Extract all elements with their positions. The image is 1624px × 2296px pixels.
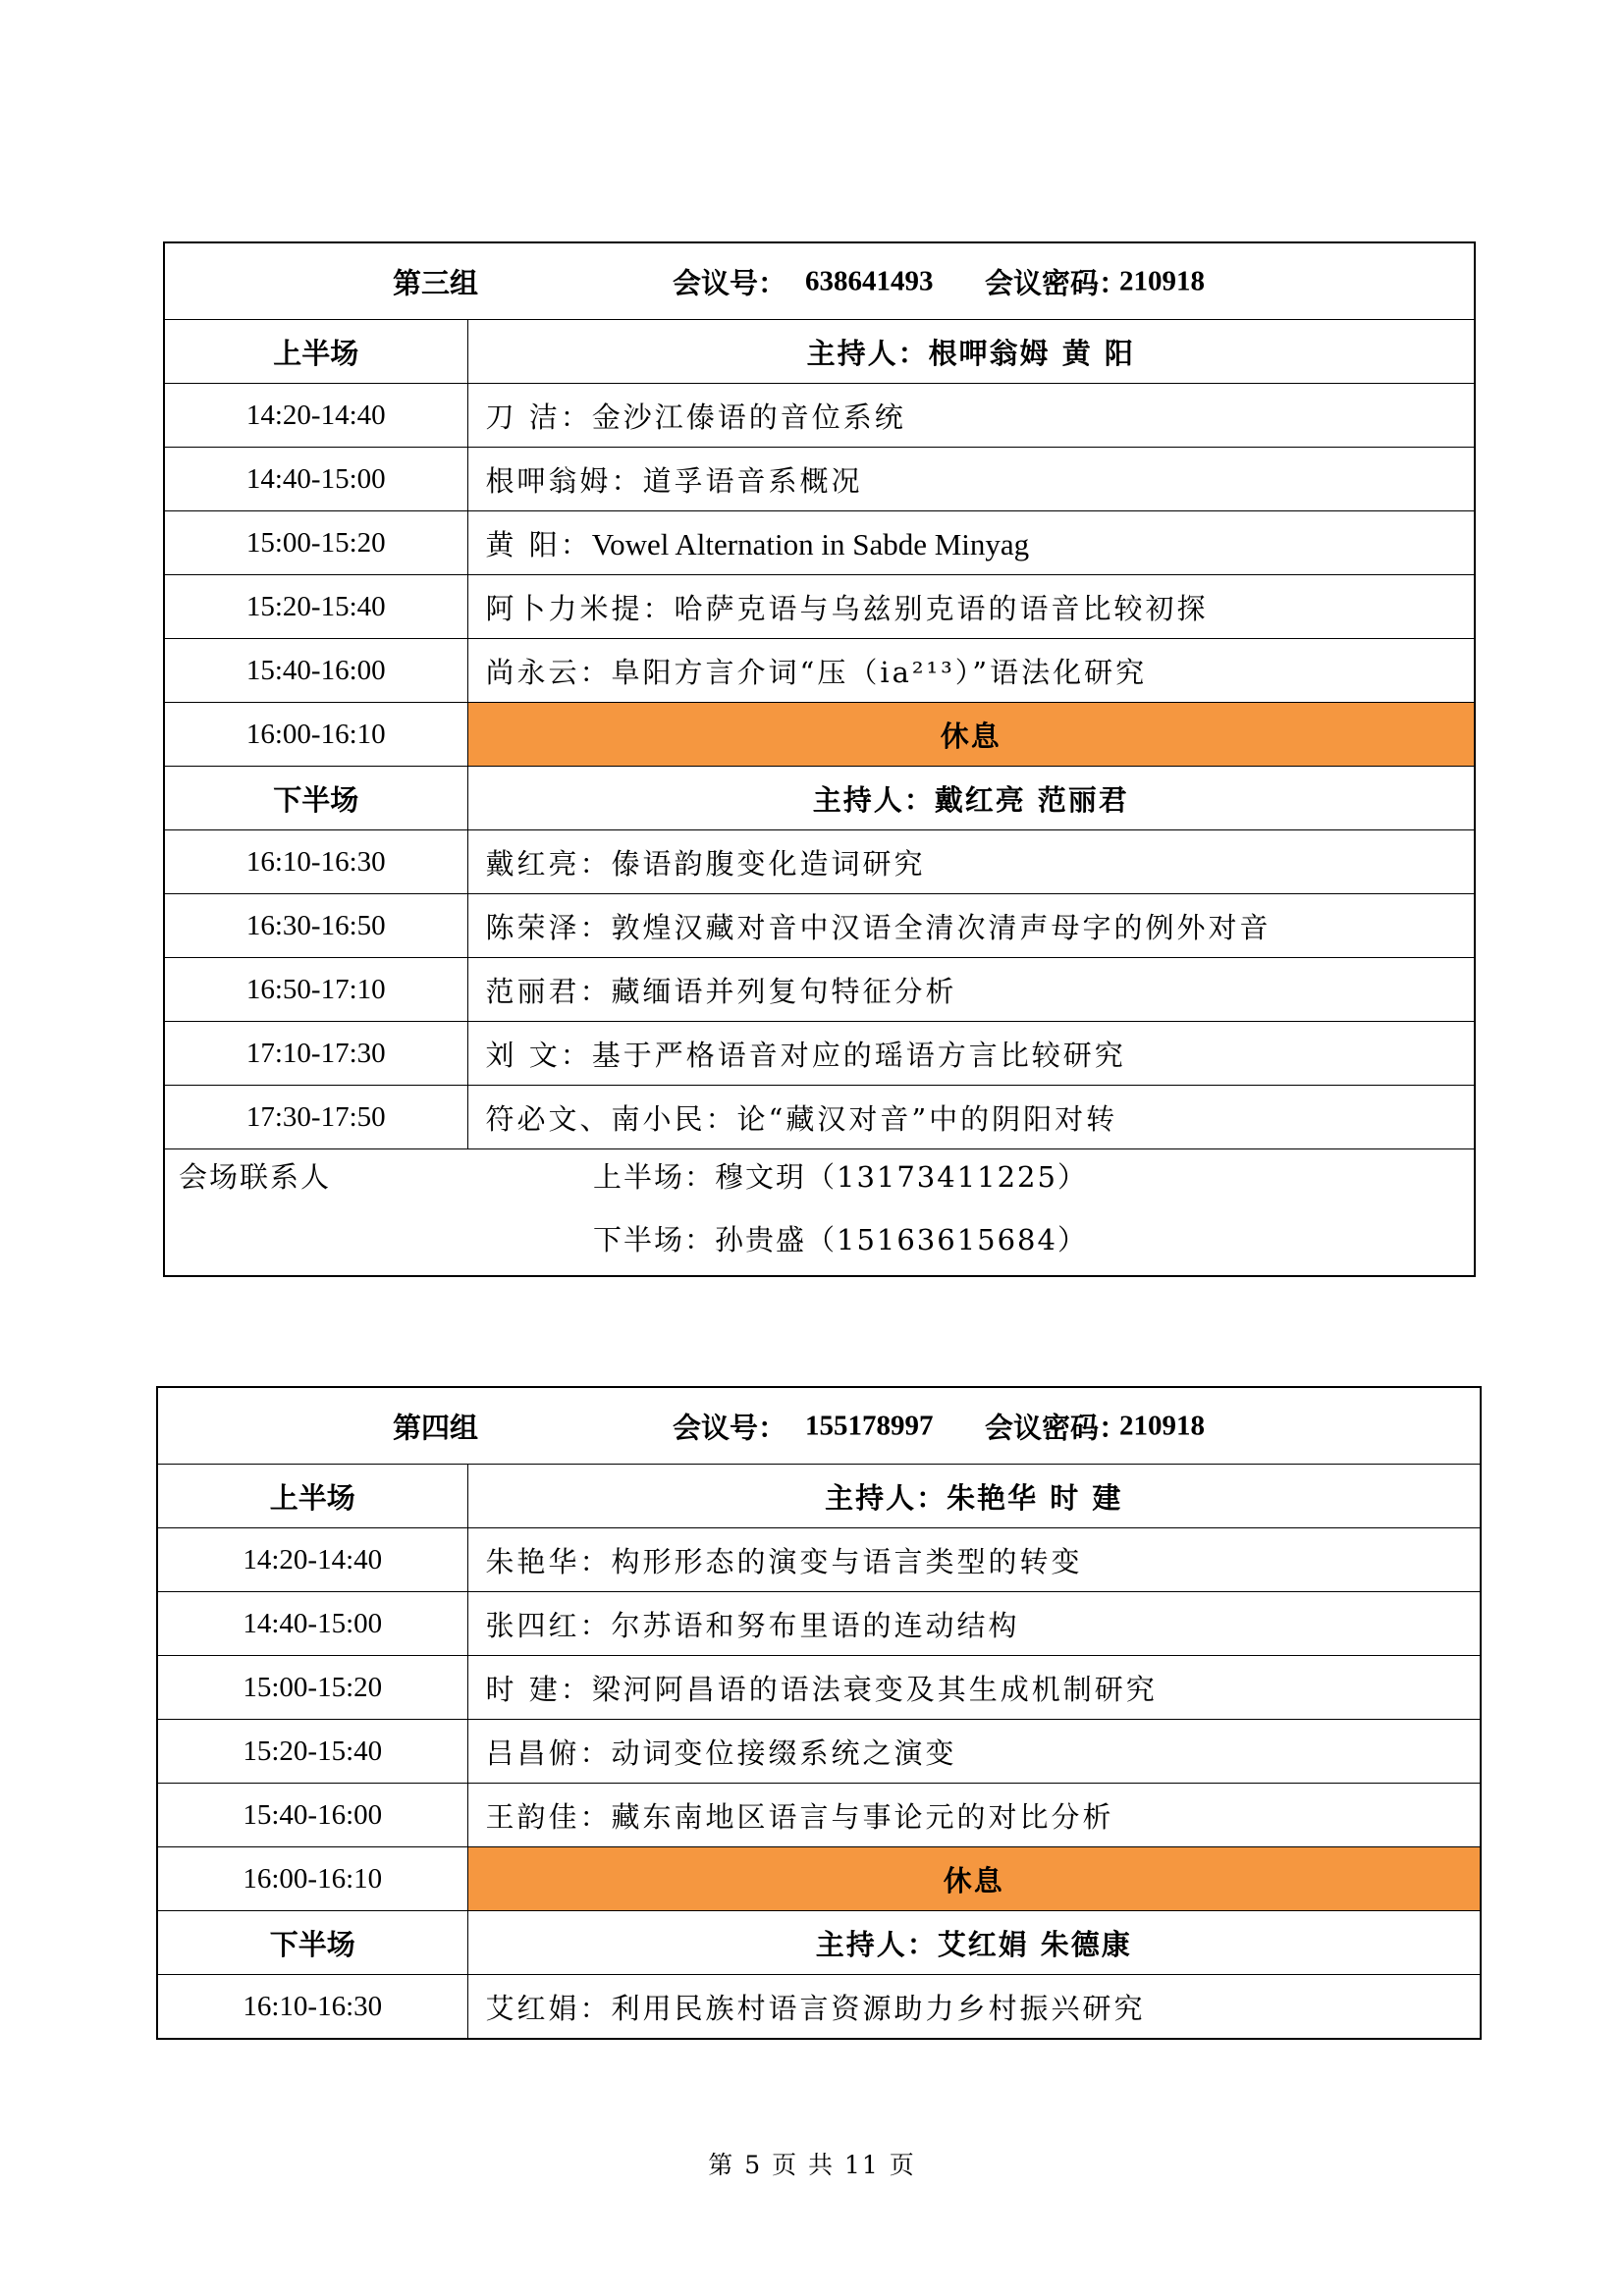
meeting-id[interactable]: 155178997 [805, 1410, 934, 1441]
talk-title: 范丽君：藏缅语并列复句特征分析 [467, 958, 1475, 1022]
meeting-password[interactable]: 210918 [1119, 1410, 1205, 1441]
talk-row [157, 1656, 1481, 1720]
session-host: 主持人：戴红亮 范丽君 [467, 767, 1475, 830]
contact-first-half: 上半场：穆文玥（13173411225） [593, 1160, 1088, 1194]
meeting-id-label: 会议号： [673, 1411, 787, 1444]
talk-title-english: Vowel Alternation in Sabde Minyag [591, 526, 1030, 561]
talk-title: 时 建：梁河阿昌语的语法衰变及其生成机制研究 [467, 1656, 1481, 1720]
session-header-row [157, 1465, 1481, 1528]
talk-time: 16:30-16:50 [164, 894, 467, 958]
talk-time: 17:30-17:50 [164, 1086, 467, 1149]
session-host: 主持人：根呷翁姆 黄 阳 [467, 320, 1475, 384]
talk-time: 14:20-14:40 [157, 1528, 467, 1592]
group3-table [163, 241, 1476, 1277]
meeting-password-label: 会议密码： [985, 266, 1128, 299]
session-header-row [164, 767, 1475, 830]
break-row [164, 703, 1475, 767]
page-number-footer: 第 5 页 共 11 页 [708, 2151, 916, 2179]
talk-row [157, 1528, 1481, 1592]
session-header-row [157, 1911, 1481, 1975]
contact-label: 会场联系人 [179, 1160, 332, 1194]
talk-row [164, 830, 1475, 894]
talk-row [164, 511, 1475, 575]
group4-table [156, 1386, 1482, 2040]
break-time: 16:00-16:10 [164, 703, 467, 767]
meeting-password-label: 会议密码： [985, 1411, 1128, 1444]
talk-time: 15:20-15:40 [164, 575, 467, 639]
talk-time: 15:40-16:00 [157, 1784, 467, 1847]
talk-row [157, 1784, 1481, 1847]
break-label: 休息 [467, 1847, 1481, 1911]
talk-time: 17:10-17:30 [164, 1022, 467, 1086]
contact-cell [164, 1149, 1475, 1277]
session-host: 主持人：朱艳华 时 建 [467, 1465, 1481, 1528]
talk-row [164, 575, 1475, 639]
talk-title: 陈荣泽：敦煌汉藏对音中汉语全清次清声母字的例外对音 [467, 894, 1475, 958]
contact-second-half: 下半场：孙贵盛（15163615684） [593, 1223, 1088, 1256]
talk-title: 王韵佳：藏东南地区语言与事论元的对比分析 [467, 1784, 1481, 1847]
talk-time: 15:40-16:00 [164, 639, 467, 703]
talk-row [164, 1022, 1475, 1086]
talk-time: 16:50-17:10 [164, 958, 467, 1022]
talk-time: 14:40-15:00 [164, 448, 467, 511]
break-row [157, 1847, 1481, 1911]
session-label: 下半场 [157, 1911, 467, 1975]
talk-time: 16:10-16:30 [164, 830, 467, 894]
break-label: 休息 [467, 703, 1475, 767]
talk-time: 14:20-14:40 [164, 384, 467, 448]
meeting-id[interactable]: 638641493 [805, 265, 934, 296]
talk-time: 15:00-15:20 [157, 1656, 467, 1720]
talk-time: 16:10-16:30 [157, 1975, 467, 2040]
group3-header-row [164, 242, 1475, 320]
break-time: 16:00-16:10 [157, 1847, 467, 1911]
talk-title: 符必文、南小民：论“藏汉对音”中的阴阳对转 [467, 1086, 1475, 1149]
talk-title: 张四红：尔苏语和努布里语的连动结构 [467, 1592, 1481, 1656]
talk-title: 吕昌俯：动词变位接缀系统之演变 [467, 1720, 1481, 1784]
talk-title [467, 511, 1475, 575]
talk-time: 15:20-15:40 [157, 1720, 467, 1784]
talk-row [164, 384, 1475, 448]
group3-header [164, 242, 1475, 320]
talk-title: 尚永云：阜阳方言介词“压（ia²¹³）”语法化研究 [467, 639, 1475, 703]
talk-row [164, 958, 1475, 1022]
talk-title: 艾红娟：利用民族村语言资源助力乡村振兴研究 [467, 1975, 1481, 2040]
session-header-row [164, 320, 1475, 384]
talk-row [157, 1592, 1481, 1656]
group-label: 第四组 [393, 1411, 479, 1444]
group4-header [157, 1387, 1481, 1465]
talk-title: 戴红亮：傣语韵腹变化造词研究 [467, 830, 1475, 894]
session-host: 主持人：艾红娟 朱德康 [467, 1911, 1481, 1975]
group-label: 第三组 [393, 266, 479, 299]
talk-title: 阿卜力米提：哈萨克语与乌兹别克语的语音比较初探 [467, 575, 1475, 639]
talk-title: 根呷翁姆：道孚语音系概况 [467, 448, 1475, 511]
talk-title: 刀 洁：金沙江傣语的音位系统 [467, 384, 1475, 448]
talk-title: 朱艳华：构形形态的演变与语言类型的转变 [467, 1528, 1481, 1592]
session-label: 下半场 [164, 767, 467, 830]
group4-header-row [157, 1387, 1481, 1465]
meeting-password[interactable]: 210918 [1119, 265, 1205, 296]
contact-row [164, 1149, 1475, 1277]
speaker-name: 黄 阳： [485, 527, 592, 561]
meeting-id-label: 会议号： [673, 266, 787, 299]
talk-row [157, 1720, 1481, 1784]
talk-row [164, 639, 1475, 703]
session-label: 上半场 [164, 320, 467, 384]
talk-row [164, 448, 1475, 511]
talk-row [164, 894, 1475, 958]
talk-time: 14:40-15:00 [157, 1592, 467, 1656]
talk-row [157, 1975, 1481, 2040]
session-label: 上半场 [157, 1465, 467, 1528]
talk-time: 15:00-15:20 [164, 511, 467, 575]
talk-title: 刘 文：基于严格语音对应的瑶语方言比较研究 [467, 1022, 1475, 1086]
talk-row [164, 1086, 1475, 1149]
